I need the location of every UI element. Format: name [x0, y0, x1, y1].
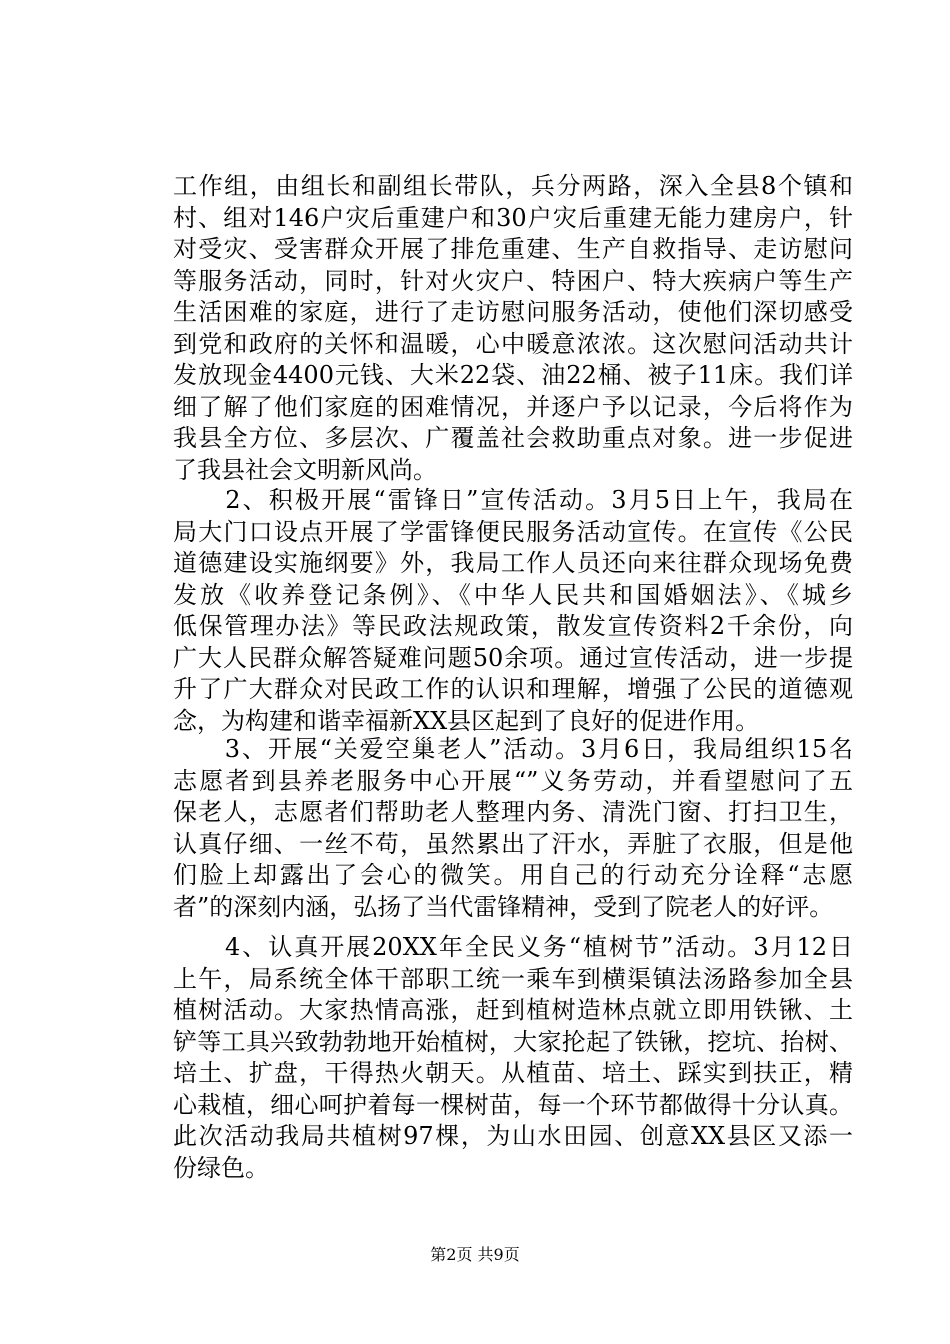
paragraph-1-line: 村、组对146户灾后重建户和30户灾后重建无能力建房户，针	[173, 203, 853, 232]
paragraph-4-line: 培土、扩盘，干得热火朝天。从植苗、培土、踩实到扶正，精	[173, 1059, 853, 1087]
paragraph-3-line: 认真仔细、一丝不苟，虽然累出了汗水，弄脏了衣服，但是他	[173, 829, 853, 858]
paragraph-4-line: 植树活动。大家热情高涨，赶到植树造林点就立即用铁锹、土	[173, 996, 853, 1024]
paragraph-1-line: 等服务活动，同时，针对火灾户、特困户、特大疾病户等生产	[173, 266, 853, 295]
paragraph-3-line: 者”的深刻内涵，弘扬了当代雷锋精神，受到了院老人的好评。	[173, 892, 834, 921]
paragraph-2-line: 发放《收养登记条例》、《中华人民共和国婚姻法》、《城乡	[173, 580, 853, 609]
paragraph-4-line: 铲等工具兴致勃勃地开始植树，大家抡起了铁锹，挖坑、抬树、	[173, 1027, 853, 1056]
page-footer: 第2页 共9页	[430, 1245, 520, 1264]
paragraph-1-line: 细了解了他们家庭的困难情况，并逐户予以记录，今后将作为	[173, 392, 853, 421]
paragraph-2-line: 升了广大群众对民政工作的认识和理解，增强了公民的道德观	[173, 675, 853, 703]
paragraph-1-line: 我县全方位、多层次、广覆盖社会救助重点对象。进一步促进	[173, 424, 853, 452]
paragraph-3-line: 志愿者到县养老服务中心开展“”义务劳动，并看望慰问了五	[173, 766, 853, 795]
paragraph-2-line: 念，为构建和谐幸福新XX县区起到了良好的促进作用。	[173, 706, 760, 735]
paragraph-4-line: 4、认真开展20XX年全民义务“植树节”活动。3月12日	[173, 933, 853, 961]
paragraph-1-line: 对受灾、受害群众开展了排危重建、生产自救指导、走访慰问	[173, 235, 853, 263]
paragraph-1-line: 生活困难的家庭，进行了走访慰问服务活动，使他们深切感受	[173, 298, 853, 326]
paragraph-4-line: 上午，局系统全体干部职工统一乘车到横渠镇法汤路参加全县	[173, 964, 853, 993]
paragraph-4-line: 此次活动我局共植树97棵，为山水田园、创意XX县区又添一	[173, 1122, 853, 1150]
paragraph-2-line: 广大人民群众解答疑难问题50余项。通过宣传活动，进一步提	[173, 643, 853, 672]
paragraph-1-line: 了我县社会文明新风尚。	[173, 455, 437, 484]
paragraph-2-line: 2、积极开展“雷锋日”宣传活动。3月5日上午，我局在	[173, 486, 853, 514]
paragraph-4-line: 心栽植，细心呵护着每一棵树苗，每一个环节都做得十分认真。	[173, 1090, 853, 1119]
paragraph-1-line: 工作组，由组长和副组长带队，兵分两路，深入全县8个镇和	[173, 172, 853, 200]
paragraph-2-line: 道德建设实施纲要》外，我局工作人员还向来往群众现场免费	[173, 549, 853, 577]
paragraph-2-line: 低保管理办法》等民政法规政策，散发宣传资料2千余份，向	[173, 612, 853, 640]
paragraph-1-line: 发放现金4400元钱、大米22袋、油22桶、被子11床。我们详	[173, 361, 853, 389]
paragraph-4-line: 份绿色。	[173, 1153, 269, 1182]
paragraph-3-line: 们脸上却露出了会心的微笑。用自己的行动充分诠释“志愿	[173, 861, 853, 889]
paragraph-3-line: 3、开展“关爱空巢老人”活动。3月6日，我局组织15名	[173, 735, 853, 763]
paragraph-2-line: 局大门口设点开展了学雷锋便民服务活动宣传。在宣传《公民	[173, 517, 853, 546]
paragraph-1-line: 到党和政府的关怀和温暖，心中暖意浓浓。这次慰问活动共计	[173, 329, 853, 358]
paragraph-3-line: 保老人，志愿者们帮助老人整理内务、清洗门窗、打扫卫生，	[173, 798, 853, 826]
